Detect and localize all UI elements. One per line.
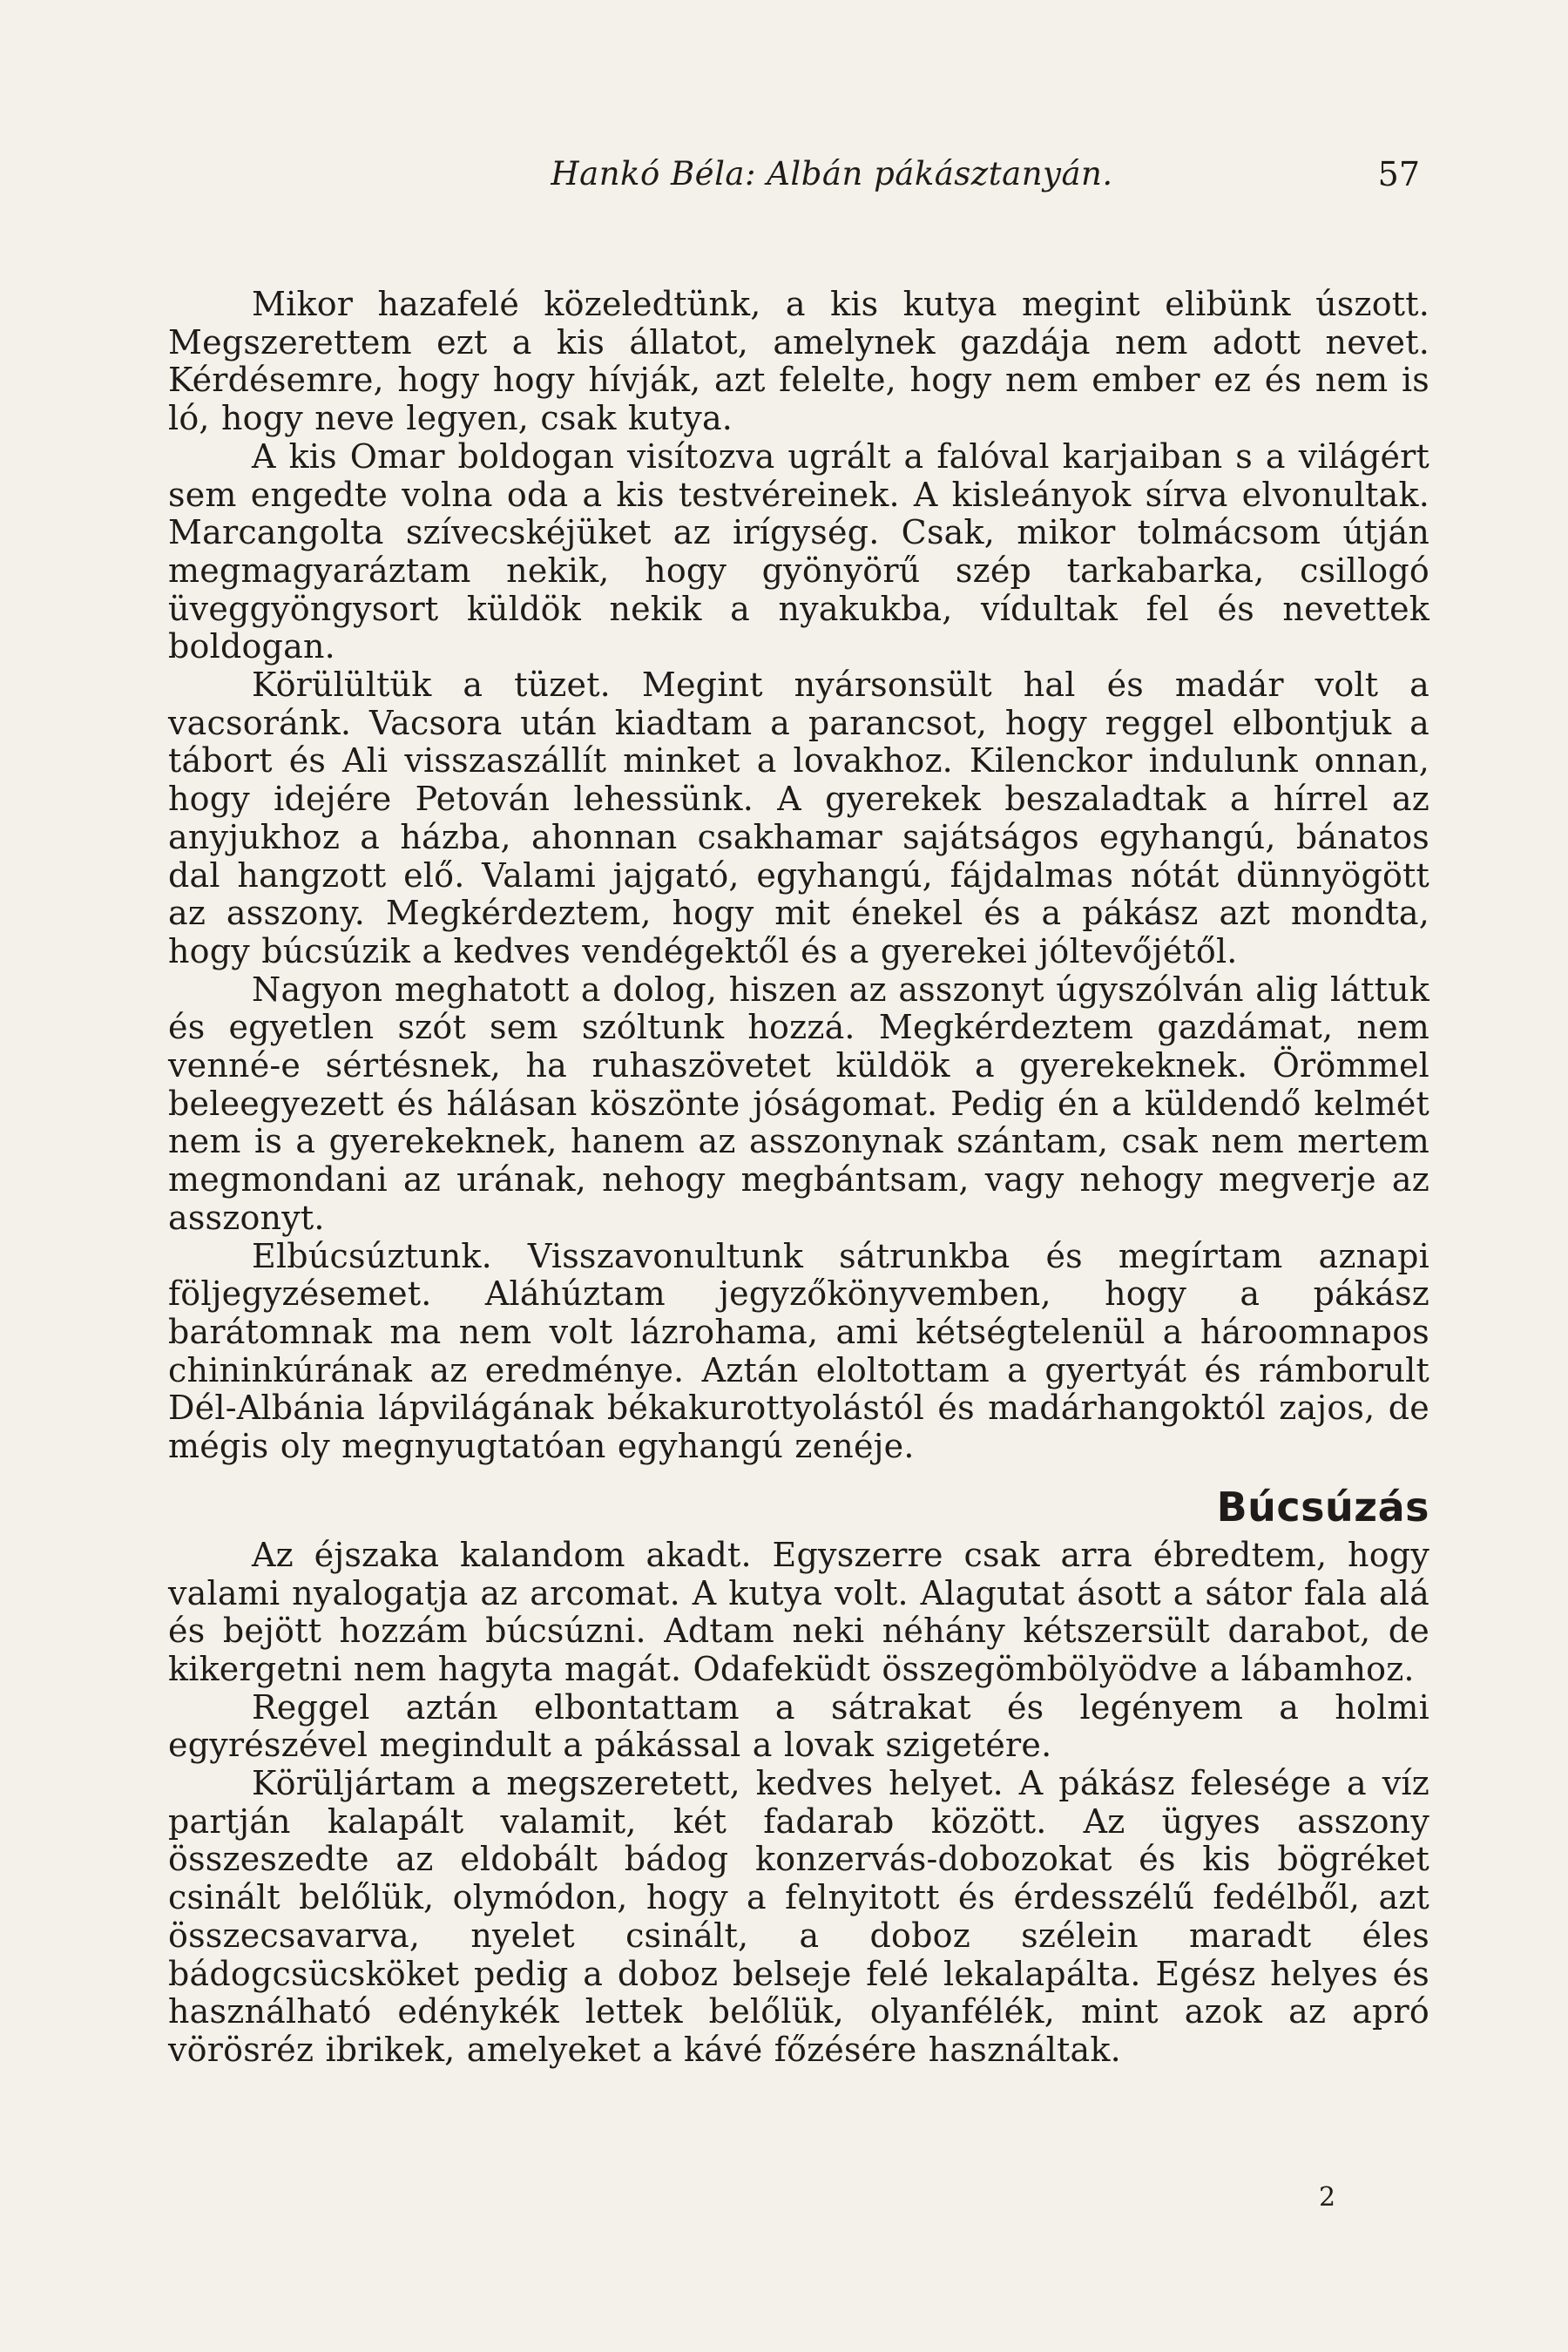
page-number: 57 (1377, 155, 1420, 193)
running-header (244, 155, 1420, 199)
signature-mark: 2 (1319, 2182, 1336, 2213)
paragraph: Reggel aztán elbontattam a sátrakat és legényem a holmi egyrészével megindult a pákással a lovak szigetére. (168, 1687, 1429, 1765)
paragraph: Körülültük a tüzet. Megint nyársonsült hal és madár volt a vacsoránk. Vacsora után kiadtam a parancsot, hogy reggel elbontjuk a tábort és Ali visszaszállít minket a lovakhoz. Kilenckor indulunk onnan, hogy idejére Petován lehessünk. A gyerekek beszaladtak a hírrel az anyjukhoz a házba, ahonnan csakhamar sajátságos egyhangú, bánatos dal hangzott elő. Valami jajgató, egyhangú, fájdalmas nótát dünnyögött az asszony. Megkérdeztem, hogy mit énekel és a pákász azt mondta, hogy búcsúzik a kedves vendégektől és a gyerekei jóltevőjétől. (168, 666, 1429, 970)
paragraph: Az éjszaka kalandom akadt. Egyszerre csak arra ébredtem, hogy valami nyalogatja az arcomat. A kutya volt. Alagutat ásott a sátor fala alá és bejött hozzám búcsúzni. Adtam neki néhány kétszersült darabot, de kikergetni nem hagyta magát. Odafeküdt összegömbölyödve a lábamhoz. (168, 1535, 1429, 1688)
paragraph: Körüljártam a megszeretett, kedves helyet. A pákász felesége a víz partján kalapált valamit, két fadarab között. Az ügyes asszony összeszedte az eldobált bádog konzervás-dobozokat és kis bögréket csinált belőlük, olymódon, hogy a felnyitott és érdesszélű fedélből, azt összecsavarva, nyelet csinált, a doboz szélein maradt éles bádogcsücsköket pedig a doboz belseje felé lekalapálta. Egész helyes és használható edénykék lettek belőlük, olyanfélék, mint azok az apró vörösréz ibrikek, amelyeket a kávé főzésére használtak. (168, 1764, 1429, 2069)
running-title: Hankó Béla: Albán pákásztanyán. (551, 155, 1113, 193)
section-heading: Búcsúzás (1216, 1483, 1429, 1531)
paragraph: Nagyon meghatott a dolog, hiszen az asszonyt úgyszólván alig láttuk és egyetlen szót sem szóltunk hozzá. Megkérdeztem gazdámat, nem venné-e sértésnek, ha ruhaszövetet küldök a gyerekeknek. Örömmel beleegyezett és hálásan köszönte jóságomat. Pedig én a küldendő kelmét nem is a gyerekeknek, hanem az asszonynak szántam, csak nem mertem megmondani az urának, nehogy megbántsam, vagy nehogy megverje az asszonyt. (168, 970, 1429, 1237)
paragraph: Elbúcsúztunk. Visszavonultunk sátrunkba és megírtam aznapi följegyzésemet. Aláhúztam jegyzőkönyvemben, hogy a pákász barátomnak ma nem volt lázrohama, ami kétségtelenül a hároomnapos chininkúrának az eredménye. Aztán eloltottam a gyertyát és rámborult Dél-Albánia lápvilágának békakurottyolástól és madárhangoktól zajos, de mégis oly megnyugtatóan egyhangú zenéje. (168, 1236, 1429, 1466)
body-text (168, 286, 1429, 2070)
paragraph: A kis Omar boldogan visítozva ugrált a falóval karjaiban s a világért sem engedte volna oda a kis testvéreinek. A kisleányok sírva elvonultak. Marcangolta szívecskéjüket az irígység. Csak, mikor tolmácsom útján megmagyaráztam nekik, hogy gyönyörű szép tarkabarka, csillogó üveggyöngysort küldök nekik a nyakukba, vídultak fel és nevettek boldogan. (168, 436, 1429, 666)
paragraph: Mikor hazafelé közeledtünk, a kis kutya megint elibünk úszott. Megszerettem ezt a kis állatot, amelynek gazdája nem adott nevet. Kérdésemre, hogy hogy hívják, azt felelte, hogy nem ember ez és nem is ló, hogy neve legyen, csak kutya. (168, 285, 1429, 438)
